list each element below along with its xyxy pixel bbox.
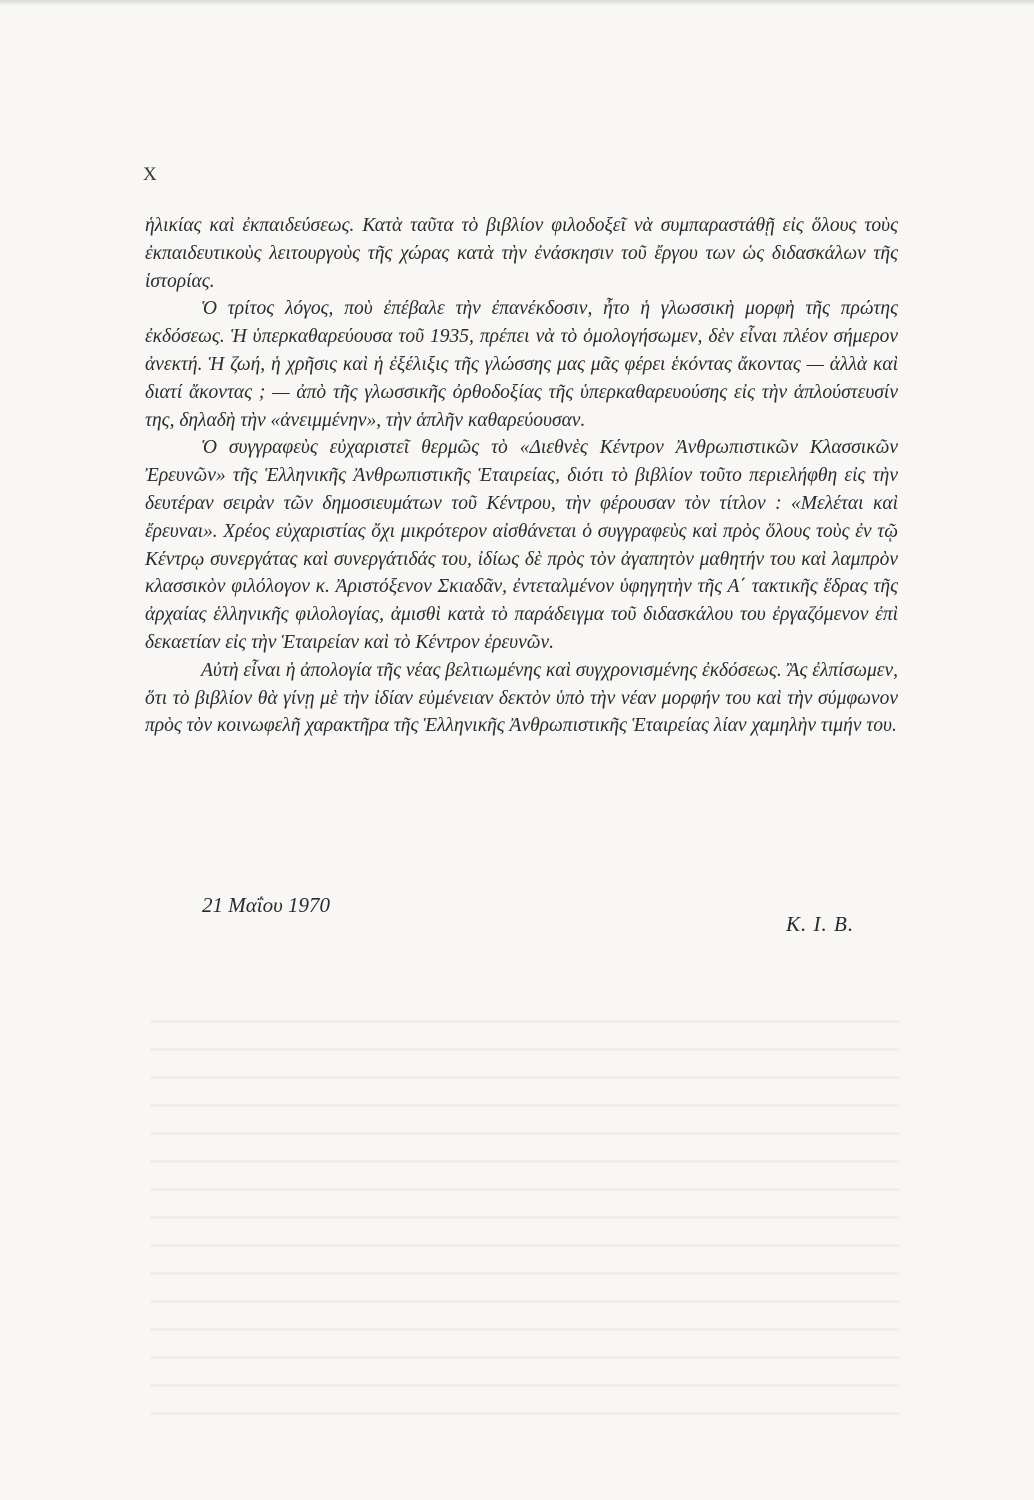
date-line: 21 Μαΐου 1970	[202, 893, 330, 917]
page-number: X	[143, 164, 158, 185]
paragraph: Ὁ τρίτος λόγος, ποὺ ἐπέβαλε τὴν ἐπανέκδοσιν, ἦτο ἡ γλωσσικὴ μορφὴ τῆς πρώτης ἐκδόσεως. Ἡ ὑπερκαθαρεύουσα τοῦ 1935, πρέπει νὰ τὸ ὁμολογήσωμεν, δὲν εἶναι πλέον σήμερον ἀνεκτή. Ἡ ζωή, ἡ χρῆσις καὶ ἡ ἐξέλιξις τῆς γλώσσης μας μᾶς φέρει ἑκόντας ἄκοντας — ἀλλὰ καὶ διατί ἄκοντας ; — ἀπὸ τῆς γλωσσικῆς ὀρθοδοξίας τῆς ὑπερκαθαρευούσης εἰς τὴν ἁπλούστευσίν της, δηλαδὴ τὴν «ἀνειμμένην», τὴν ἁπλῆν καθαρεύουσαν.	[145, 298, 898, 431]
show-through-texture	[150, 1000, 900, 1430]
page-top-edge	[0, 0, 1034, 6]
author-initials: Κ. Ι. Β.	[786, 912, 855, 936]
paragraph: Ὁ συγγραφεὺς εὐχαριστεῖ θερμῶς τὸ «Διεθνὲς Κέντρον Ἀνθρωπιστικῶν Κλασσικῶν Ἐρευνῶν» τῆς Ἑλληνικῆς Ἀνθρωπιστικῆς Ἑταιρείας, διότι τὸ βιβλίον τοῦτο περιελήφθη εἰς τὴν δευτέραν σειρὰν τῶν δημοσιευμάτων τοῦ Κέντρου, τὴν φέρουσαν τὸν τίτλον : «Μελέται καὶ ἔρευναι». Χρέος εὐχαριστίας ὄχι μικρότερον αἰσθάνεται ὁ συγγραφεὺς καὶ πρὸς ὅλους τοὺς ἐν τῷ Κέντρῳ συνεργάτας καὶ συνεργάτιδάς του, ἰδίως δὲ πρὸς τὸν ἀγαπητὸν μαθητήν του καὶ λαμπρὸν κλασσικὸν φιλόλογον κ. Ἀριστόξενον Σκιαδᾶν, ἐντεταλμένον ὑφηγητὴν τῆς Α΄ τακτικῆς ἕδρας τῆς ἀρχαίας ἑλληνικῆς φιλολογίας, ἀμισθὶ κατὰ τὸ παράδειγμα τοῦ διδασκάλου του ἐργαζόμενον ἐπὶ δεκαετίαν εἰς τὴν Ἑταιρείαν καὶ τὸ Κέντρον ἐρευνῶν.	[145, 437, 898, 653]
paragraph: Αὐτὴ εἶναι ἡ ἀπολογία τῆς νέας βελτιωμένης καὶ συγχρονισμένης ἐκδόσεως. Ἂς ἐλπίσωμεν, ὅτι τὸ βιβλίον θὰ γίνῃ μὲ τὴν ἰδίαν εὐμένειαν δεκτὸν ὑπὸ τὴν νέαν μορφήν του καὶ τὴν σύμφωνον πρὸς τὸν κοινωφελῆ χαρακτῆρα τῆς Ἑλληνικῆς Ἀνθρωπιστικῆς Ἑταιρείας λίαν χαμηλὴν τιμήν του.	[145, 659, 898, 737]
paragraph: ἡλικίας καὶ ἐκπαιδεύσεως. Κατὰ ταῦτα τὸ βιβλίον φιλοδοξεῖ νὰ συμπαραστάθῇ εἰς ὅλους τοὺς ἐκπαιδευτικοὺς λειτουργοὺς τῆς χώρας κατὰ τὴν ἐνάσκησιν τοῦ ἔργου των ὡς διδασκάλων τῆς ἱστορίας.	[145, 215, 898, 292]
body-text	[145, 212, 898, 740]
